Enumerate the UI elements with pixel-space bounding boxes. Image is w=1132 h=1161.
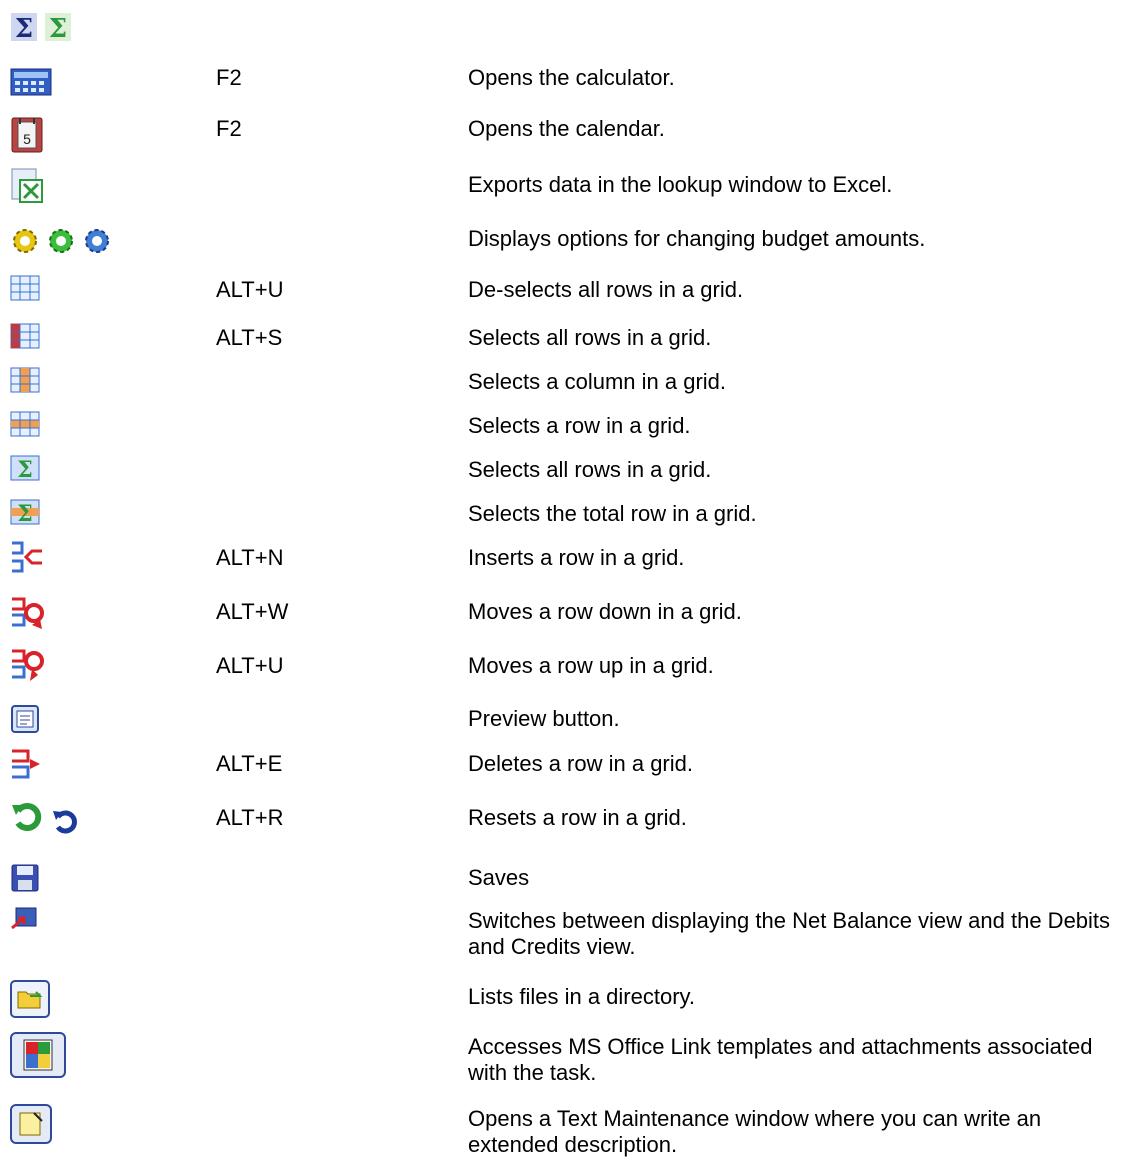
description: Opens the calculator. bbox=[468, 65, 675, 90]
description: Saves bbox=[468, 865, 530, 890]
insert-row-icon bbox=[10, 539, 44, 575]
grid-select-column-icon bbox=[10, 367, 40, 393]
folder-icon bbox=[10, 980, 50, 1018]
description: Selects the total row in a grid. bbox=[468, 501, 757, 526]
shortcut-key: F2 bbox=[216, 65, 242, 90]
excel-export-icon bbox=[10, 168, 44, 204]
description: Resets a row in a grid. bbox=[468, 805, 687, 830]
description: Moves a row up in a grid. bbox=[468, 653, 714, 678]
grid-sigma-icon bbox=[10, 455, 40, 481]
description: Preview button. bbox=[468, 706, 620, 731]
description: Deletes a row in a grid. bbox=[468, 751, 693, 776]
description: Opens a Text Maintenance window where you can write an extended description. bbox=[468, 1106, 1042, 1157]
calendar-icon bbox=[10, 114, 44, 154]
move-row-up-icon bbox=[10, 647, 44, 683]
grid-icon bbox=[10, 275, 40, 301]
shortcut-key: ALT+E bbox=[216, 751, 283, 776]
shortcut-key: ALT+N bbox=[216, 545, 284, 570]
description: Switches between displaying the Net Balance view and the Debits and Credits view. bbox=[468, 908, 1111, 959]
preview-icon bbox=[10, 704, 40, 734]
gear-green-icon bbox=[46, 226, 76, 256]
svg-text:Σ: Σ bbox=[14, 14, 34, 42]
delete-row-icon bbox=[10, 747, 44, 781]
shortcut-key: ALT+S bbox=[216, 325, 283, 350]
svg-text:Σ: Σ bbox=[17, 457, 33, 481]
shortcut-key: F2 bbox=[216, 116, 242, 141]
description: De-selects all rows in a grid. bbox=[468, 277, 744, 302]
move-row-down-icon bbox=[10, 595, 44, 631]
description: Moves a row down in a grid. bbox=[468, 599, 742, 624]
sigma-green-icon bbox=[44, 12, 72, 42]
description: Exports data in the lookup window to Excel. bbox=[468, 172, 893, 197]
shortcut-key: ALT+W bbox=[216, 599, 289, 624]
gear-yellow-icon bbox=[10, 226, 40, 256]
svg-text:5: 5 bbox=[23, 131, 31, 147]
reset-blue-icon bbox=[52, 809, 82, 837]
reset-green-icon bbox=[10, 801, 46, 835]
shortcut-key: ALT+U bbox=[216, 277, 284, 302]
save-icon bbox=[10, 863, 40, 893]
description: Selects a column in a grid. bbox=[468, 369, 727, 394]
svg-text:Σ: Σ bbox=[48, 14, 68, 42]
shortcut-key: ALT+U bbox=[216, 653, 284, 678]
description: Lists files in a directory. bbox=[468, 984, 696, 1009]
description: Displays options for changing budget amounts. bbox=[468, 226, 926, 251]
calculator-icon bbox=[10, 67, 52, 97]
shortcut-key: ALT+R bbox=[216, 805, 284, 830]
description: Selects all rows in a grid. bbox=[468, 325, 712, 350]
description: Selects a row in a grid. bbox=[468, 413, 691, 438]
grid-select-row-icon bbox=[10, 411, 40, 437]
grid-select-all-icon bbox=[10, 323, 40, 349]
description: Opens the calendar. bbox=[468, 116, 665, 141]
description: Inserts a row in a grid. bbox=[468, 545, 685, 570]
description: Selects all rows in a grid. bbox=[468, 457, 712, 482]
sigma-icon bbox=[10, 12, 38, 42]
description: Accesses MS Office Link templates and attachments associated with the task. bbox=[468, 1034, 1093, 1085]
svg-text:Σ: Σ bbox=[17, 501, 33, 525]
switch-view-icon bbox=[10, 906, 40, 934]
office-link-icon bbox=[10, 1032, 66, 1078]
text-note-icon bbox=[10, 1104, 52, 1144]
grid-sigma-total-icon bbox=[10, 499, 40, 525]
gear-blue-icon bbox=[82, 226, 112, 256]
